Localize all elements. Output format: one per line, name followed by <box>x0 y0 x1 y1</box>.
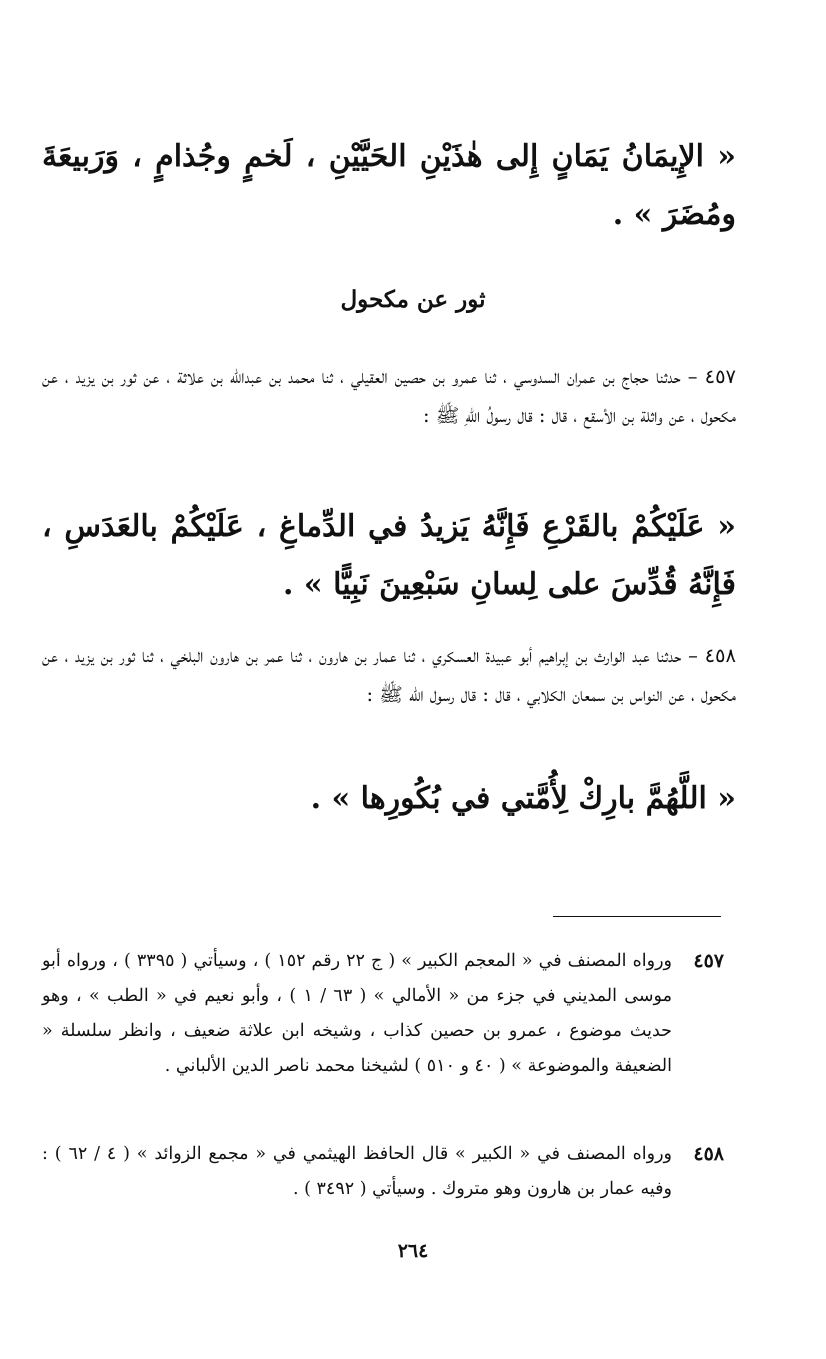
footnote-text: ورواه المصنف في « المعجم الكبير » ( ج ٢٢ رقم ١٥٢ ) ، وسيأتي ( ٣٣٩٥ ) ، ورواه أبو موسى المديني في جزء من « الأمالي » ( ٦٣ / ١ ) ، وأبو نعيم في « الطب » ، وهو حديث موضوع ، عمرو بن حصين كذاب ، وشيخه ابن علاثة ضعيف ، وانظر سلسلة « الضعيفة والموضوعة » ( ٤٠ و ٥١٠ ) لشيخنا محمد ناصر الدين الألباني . <box>42 951 672 1076</box>
hadith-number: ٤٥٨ <box>704 644 736 667</box>
footnote-divider <box>553 916 721 917</box>
top-hadith-text: « الإِيمَانُ يَمَانٍ إِلى هٰذَيْنِ الحَيَّيْنِ ، لَخمٍ وجُذامٍ ، وَرَبيعَةَ ومُضَرَ » . <box>42 139 736 232</box>
hadith-457-chain <box>42 357 736 435</box>
footnote-text: ورواه المصنف في « الكبير » قال الحافظ الهيثمي في « مجمع الزوائد » ( ٤ / ٦٢ ) : وفيه عمار بن هارون وهو متروك . وسيأتي ( ٣٤٩٢ ) . <box>42 1144 672 1199</box>
section-heading: ثور عن مكحول <box>340 286 486 313</box>
hadith-458-chain <box>42 636 736 714</box>
footnote-number: ٤٥٧ <box>693 950 724 972</box>
page-number: ٢٦٤ <box>397 1240 429 1262</box>
isnad-text: – حدثنا حجاج بن عمران السدوسي ، ثنا عمرو بن حصين العقيلي ، ثنا محمد بن عبدالله بن علاثة ، عن ثور بن يزيد ، عن مكحول ، عن واثلة بن الأسقع ، قال : قال رسولُ اللهِ ﷺ : <box>42 365 736 427</box>
hadith-number: ٤٥٧ <box>704 365 737 388</box>
footnote-number: ٤٥٨ <box>693 1143 724 1165</box>
footnote-457 <box>42 944 724 1084</box>
hadith-458-text: « اللَّهُمَّ بارِكْ لِأُمَّتي في بُكُورِها » . <box>310 781 736 816</box>
hadith-457-text: « عَلَيْكُمْ بالقَرْعِ فَإِنَّهُ يَزيدُ في الدِّماغِ ، عَلَيْكُمْ بالعَدَسِ ، فَإِنَّهُ قُدِّسَ على لِسانِ سَبْعِينَ نَبِيًّا » . <box>42 509 736 602</box>
isnad-text: – حدثنا عبد الوارث بن إبراهيم أبو عبيدة العسكري ، ثنا عمار بن هارون ، ثنا عمر بن هارون البلخي ، ثنا ثور بن يزيد ، عن مكحول ، عن النواس بن سمعان الكلابي ، قال : قال رسول الله ﷺ : <box>42 644 736 706</box>
footnote-458 <box>42 1137 724 1207</box>
